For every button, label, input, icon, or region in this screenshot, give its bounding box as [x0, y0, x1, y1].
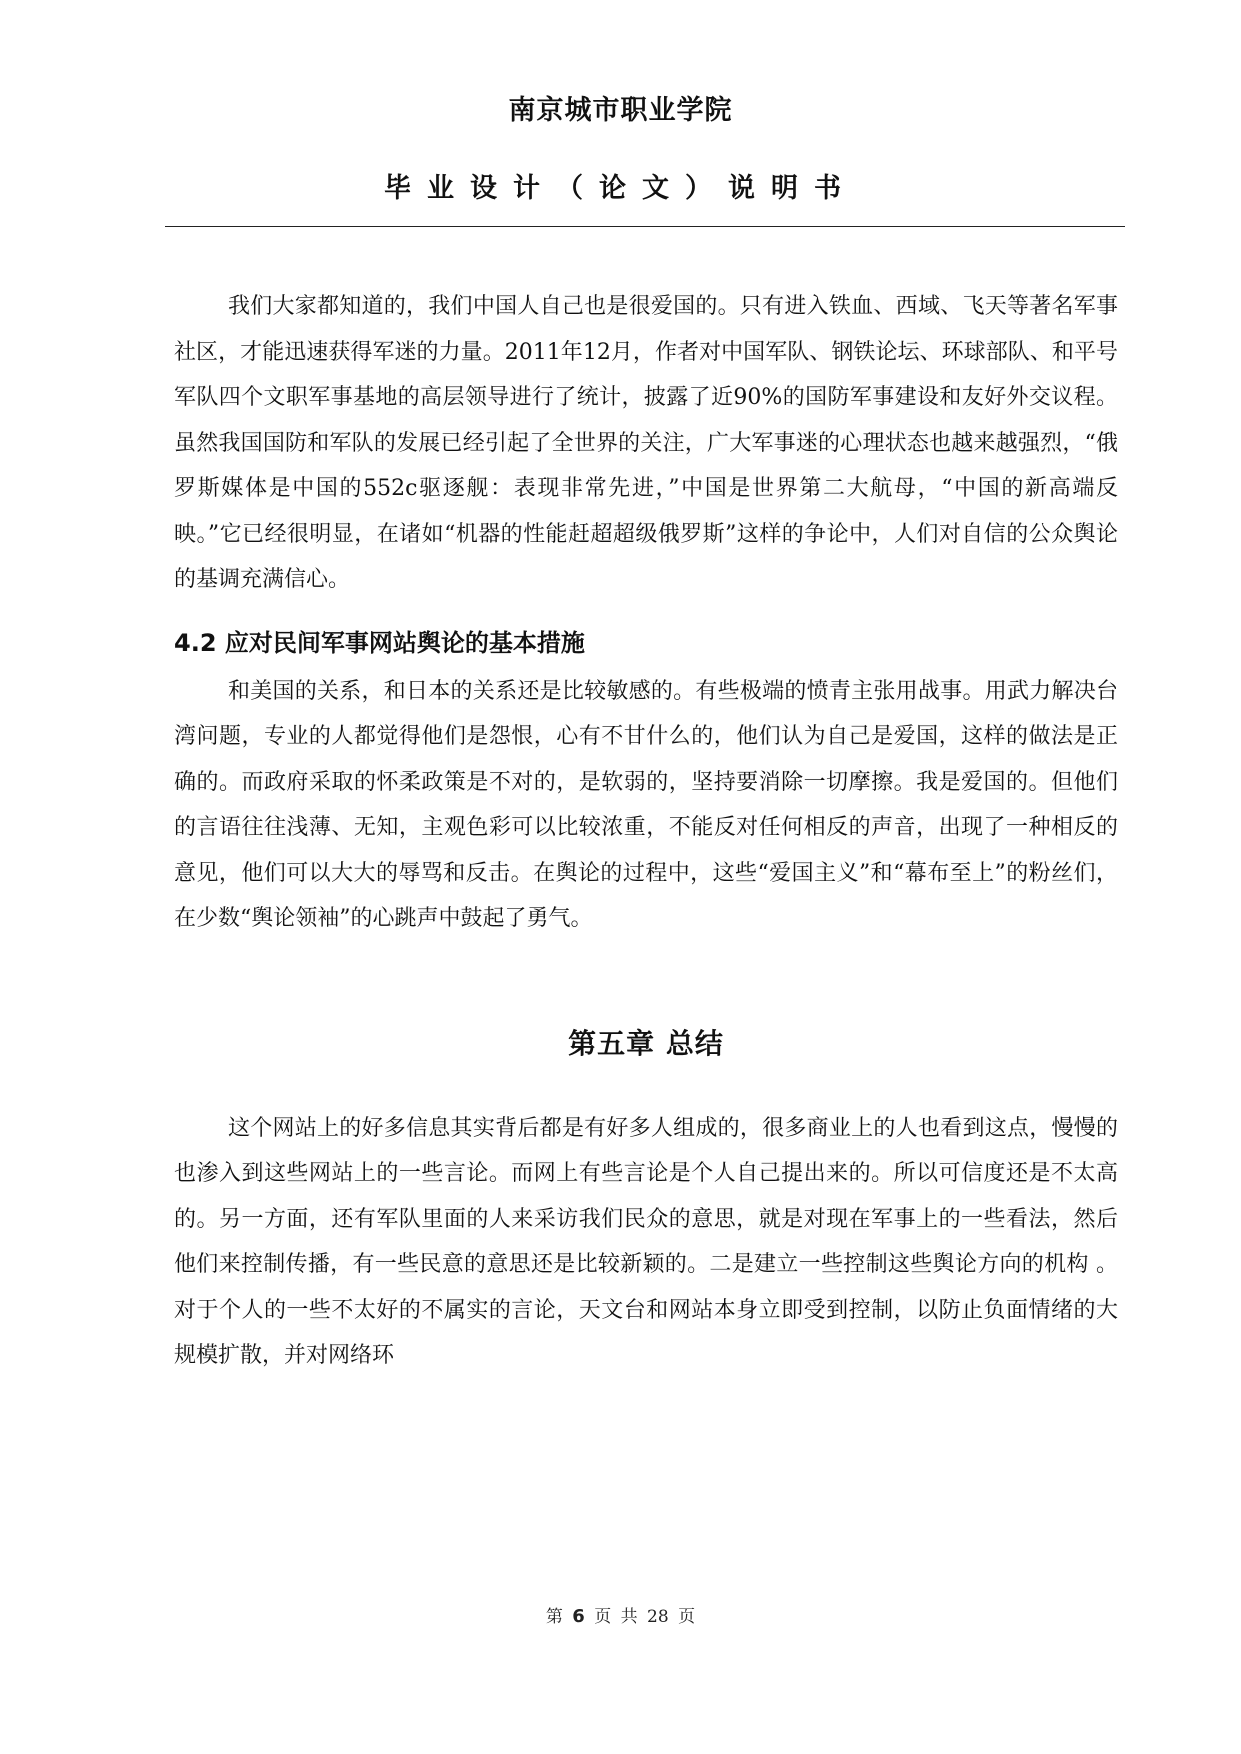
paragraph: 我们大家都知道的，我们中国人自己也是很爱国的。只有进入铁血、西域、飞天等著名军事社区，才能迅速获得军迷的力量。2011年12月，作者对中国军队、钢铁论坛、环球部队、和平号军队四个文职军事基地的高层领导进行了统计，披露了近90%的国防军事建设和友好外交议程。虽然我国国防和军队的发展已经引起了全世界的关注，广大军事迷的心理状态也越来越强烈，“俄罗斯媒体是中国的552c驱逐舰：表现非常先进，”中国是世界第二大航母，“中国的新高端反映。”它已经很明显，在诸如“机器的性能赶超超级俄罗斯”这样的争论中，人们对自信的公众舆论的基调充满信心。 [174, 294, 1118, 592]
footer-prefix: 第 [545, 1607, 563, 1627]
total-pages: 28 [647, 1607, 669, 1627]
footer-suffix: 页 [678, 1607, 696, 1627]
paragraph: 这个网站上的好多信息其实背后都是有好多人组成的，很多商业上的人也看到这点，慢慢的也渗入到这些网站上的一些言论。而网上有些言论是个人自己提出来的。所以可信度还是不太高的。另一方面，还有军队里面的人来采访我们民众的意思，就是对现在军事上的一些看法，然后他们来控制传播，有一些民意的意思还是比较新颖的。二是建立一些控制这些舆论方向的机构 。对于个人的一些不太好的不属实的言论，天文台和网站本身立即受到控制，以防止负面情绪的大规模扩散，并对网络环 [174, 1115, 1118, 1368]
document-type: 毕业设计（论文）说明书 [384, 173, 857, 204]
page-footer [0, 1602, 1241, 1627]
chapter-heading: 第五章 总结 [568, 1026, 724, 1060]
school-name: 南京城市职业学院 [508, 95, 733, 126]
header-divider [165, 226, 1125, 227]
footer-middle: 页 共 [594, 1607, 638, 1627]
section-heading: 4.2 应对民间军事网站舆论的基本措施 [174, 628, 585, 657]
paragraph: 和美国的关系，和日本的关系还是比较敏感的。有些极端的愤青主张用战事。用武力解决台湾问题，专业的人都觉得他们是怨恨，心有不甘什么的，他们认为自己是爱国，这样的做法是正确的。而政府采取的怀柔政策是不对的，是软弱的，坚持要消除一切摩擦。我是爱国的。但他们的言语往往浅薄、无知，主观色彩可以比较浓重，不能反对任何相反的声音，出现了一种相反的意见，他们可以大大的辱骂和反击。在舆论的过程中，这些“爱国主义”和“幕布至上”的粉丝们，在少数“舆论领袖”的心跳声中鼓起了勇气。 [174, 678, 1118, 931]
document-body [174, 284, 1118, 1379]
current-page-number: 6 [572, 1606, 585, 1627]
